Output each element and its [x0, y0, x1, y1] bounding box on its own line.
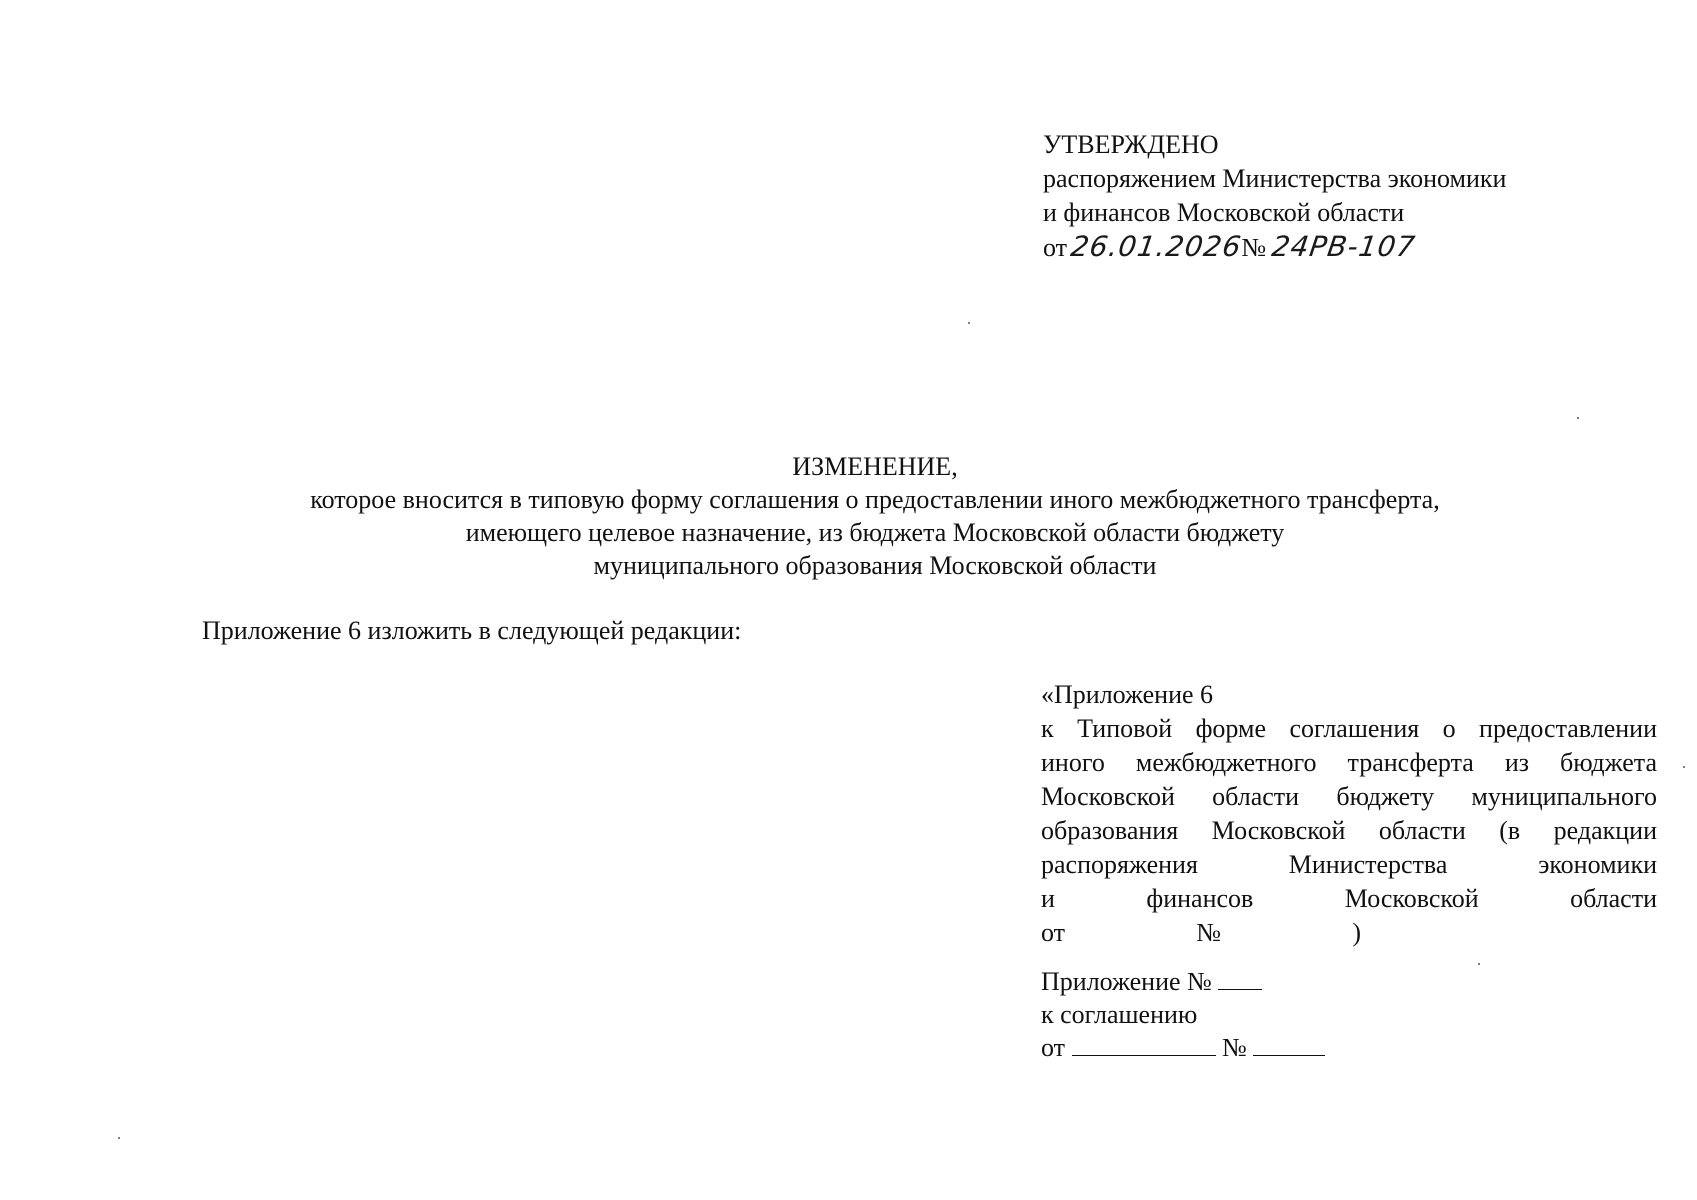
- annex-title: «Приложение 6: [1041, 680, 1214, 709]
- annex-line-1: к Типовой форме соглашения о предоставлении: [1041, 714, 1657, 743]
- agreement-date-line: [1041, 1031, 1325, 1064]
- annex-from-label: от: [1041, 918, 1066, 947]
- scan-speck: [1577, 417, 1579, 419]
- agreement-from-label: от: [1041, 1033, 1066, 1062]
- annex-close-paren: ): [1352, 918, 1361, 947]
- appendix-number-blank: [1218, 965, 1262, 990]
- approval-line-2: и финансов Московской области: [1043, 198, 1405, 227]
- annex-line-6: и финансов Московской области: [1041, 884, 1657, 913]
- document-heading: [200, 450, 1550, 582]
- annex-line-5: распоряжения Министерства экономики: [1041, 850, 1657, 879]
- agreement-appendix-label: Приложение №: [1041, 967, 1212, 996]
- annex-line-3: Московской области бюджету муниципального: [1041, 782, 1657, 811]
- scan-speck: [968, 322, 970, 324]
- annex-line-4: образования Московской области (в редакции: [1041, 816, 1657, 845]
- heading-line-3: муниципального образования Московской области: [593, 551, 1157, 580]
- approval-title: УТВЕРЖДЕНО: [1043, 130, 1219, 159]
- handwritten-date: 26.01.2026: [1068, 230, 1244, 263]
- annex-line-2: иного межбюджетного трансферта из бюджета: [1041, 748, 1657, 777]
- approval-line-1: распоряжением Министерства экономики: [1043, 164, 1507, 193]
- agreement-to-agreement: к соглашению: [1041, 1000, 1198, 1029]
- agreement-number-blank: [1253, 1031, 1325, 1056]
- agreement-number-sign: №: [1222, 1033, 1247, 1062]
- heading-line-1: которое вносится в типовую форму соглашения о предоставлении иного межбюджетного трансферта,: [310, 485, 1440, 514]
- annex-number-sign: №: [1196, 918, 1222, 947]
- agreement-date-blank: [1072, 1031, 1216, 1056]
- heading-title: ИЗМЕНЕНИЕ,: [792, 452, 958, 481]
- handwritten-number: 24РВ-107: [1269, 230, 1418, 263]
- annex-block: [1041, 678, 1657, 950]
- agreement-appendix-line: [1041, 965, 1325, 998]
- instruction-text: Приложение 6 изложить в следующей редакции:: [202, 616, 742, 645]
- approval-date-line: [1043, 230, 1506, 265]
- approval-number-sign: №: [1241, 233, 1267, 262]
- approval-date-prefix: от: [1043, 233, 1068, 262]
- annex-date-number-row: [1041, 916, 1361, 950]
- scan-speck: [1683, 766, 1685, 768]
- scan-speck: [118, 1137, 120, 1139]
- approval-block: [1043, 128, 1506, 265]
- heading-line-2: имеющего целевое назначение, из бюджета Московской области бюджету: [465, 518, 1285, 547]
- scan-speck: [1478, 963, 1480, 965]
- agreement-block: [1041, 965, 1325, 1064]
